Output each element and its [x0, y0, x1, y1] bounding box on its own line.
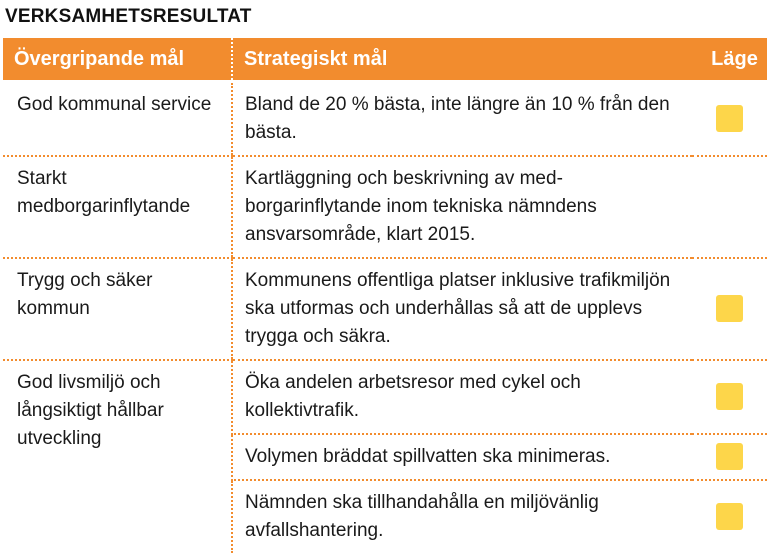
status-cell: [692, 434, 767, 480]
table-header-row: [3, 38, 767, 82]
status-indicator-yellow-icon: [716, 443, 743, 470]
overall-goal-cell: Trygg och säker kommun: [3, 258, 232, 360]
status-indicator-yellow-icon: [716, 105, 743, 132]
strategic-goal-cell: Volymen bräddat spillvatten ska minimeras.: [232, 434, 692, 480]
strategic-goal-cell: Kommunens offentliga platser inklusive trafikmiljön ska utformas och underhållas så att de upplevs trygga och säkra.: [232, 258, 692, 360]
page-title: VERKSAMHETSRESULTAT: [5, 6, 252, 27]
status-indicator-yellow-icon: [716, 503, 743, 530]
overall-goal-cell: God kommunal service: [3, 82, 232, 157]
status-cell: [692, 258, 767, 360]
overall-goal-cell: Starkt medborgarinflytande: [3, 156, 232, 258]
table-row: [3, 156, 767, 258]
status-cell-empty: [692, 156, 767, 258]
strategic-goal-cell: Kartläggning och beskrivning av med-borgarinflytande inom tekniska nämndens ansvarsområde, klart 2015.: [232, 156, 692, 258]
status-cell: [692, 360, 767, 434]
strategic-goal-cell: Bland de 20 % bästa, inte längre än 10 % från den bästa.: [232, 82, 692, 157]
header-status: Läge: [692, 38, 767, 82]
header-overall-goal: Övergripande mål: [3, 38, 232, 82]
strategic-goal-cell: Öka andelen arbetsresor med cykel och kollektivtrafik.: [232, 360, 692, 434]
results-table: [3, 38, 767, 553]
table-row: [3, 82, 767, 157]
header-strategic-goal: Strategiskt mål: [232, 38, 692, 82]
strategic-goal-cell: Nämnden ska tillhandahålla en miljövänlig avfallshantering.: [232, 480, 692, 553]
status-indicator-yellow-icon: [716, 295, 743, 322]
status-cell: [692, 480, 767, 553]
table-row: [3, 360, 767, 434]
status-cell: [692, 82, 767, 157]
table-row: [3, 258, 767, 360]
status-indicator-yellow-icon: [716, 383, 743, 410]
overall-goal-cell: God livsmiljö och långsiktigt hållbar utveckling: [17, 372, 164, 449]
